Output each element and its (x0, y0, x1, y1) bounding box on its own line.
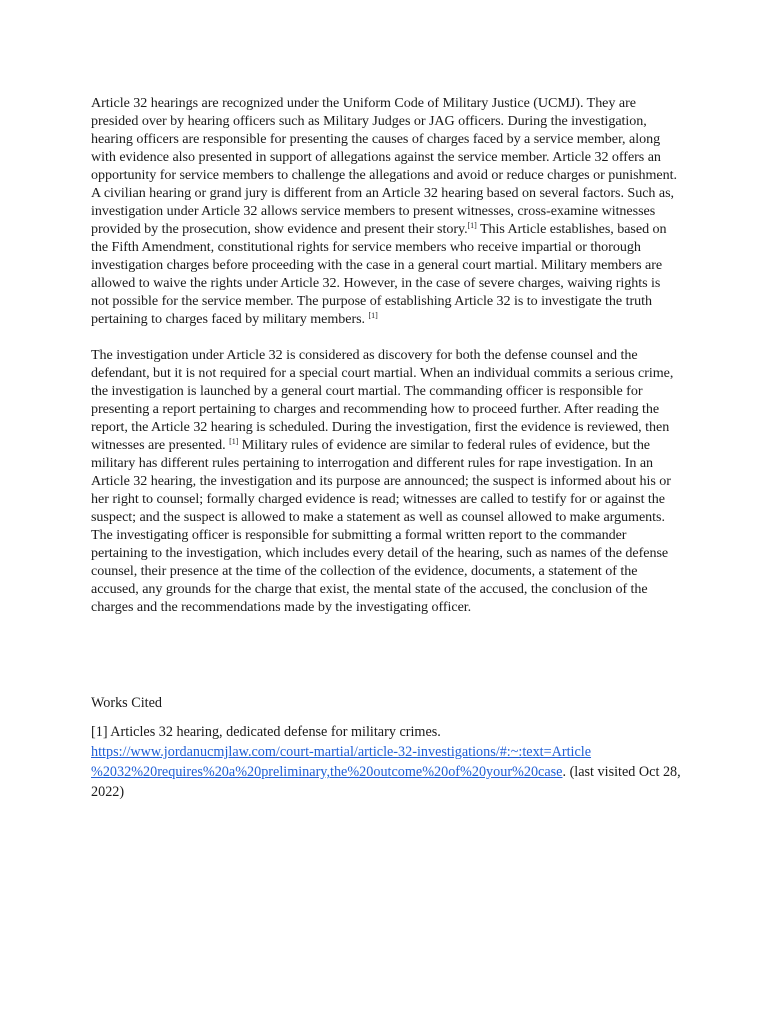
paragraph-text: Article 32 hearings are recognized under the Uniform Code of Military Justice (UCMJ). They are presided over by hearing officers such as Military Judges or JAG officers. During the investigation, hearing officers are responsible for presenting the causes of charges faced by a service member, along with evidence also presented in support of allegations against the service member. Article 32 offers an opportunity for service members to challenge the allegations and avoid or reduce charges or punishment. A civilian hearing or grand jury is different from an Article 32 hearing based on several factors. Such as, investigation under Article 32 allows service members to present witnesses, cross-examine witnesses provided by the prosecution, show evidence and present their story. (91, 95, 677, 237)
citation-url-line-2[interactable]: %2032%20requires%20a%20preliminary,the%20outcome%20of%20your%20case (91, 764, 563, 780)
footnote-reference[interactable]: [1] (368, 311, 378, 320)
citation-entry (91, 722, 691, 802)
footnote-reference[interactable]: [1] (229, 437, 239, 446)
document-body (91, 94, 681, 616)
paragraph-investigation-process (91, 346, 681, 616)
paragraph-text: This Article establishes, based on the Fifth Amendment, constitutional rights for service members who receive impartial or thorough investigation charges before proceeding with the case in a general court martial. Military members are allowed to waive the rights under Article 32. However, in the case of severe charges, waiving rights is not possible for the service member. The purpose of establishing Article 32 is to investigate the truth pertaining to charges faced by military members. (91, 221, 667, 327)
paragraph-article-32-overview (91, 94, 681, 328)
citation-url-line-1[interactable]: https://www.jordanucmjlaw.com/court-martial/article-32-investigations/#:~:text=Article (91, 744, 592, 760)
works-cited-heading: Works Cited (91, 695, 162, 711)
paragraph-text: The investigation under Article 32 is considered as discovery for both the defense counsel and the defendant, but it is not required for a special court martial. When an individual commits a serious crime, the investigation is launched by a general court martial. The commanding officer is responsible for presenting a report pertaining to charges and recommending how to proceed further. After reading the report, the Article 32 hearing is scheduled. During the investigation, first the evidence is reviewed, then witnesses are presented. (91, 347, 674, 453)
citation-visited-date: . (last visited Oct 28, 2022) (91, 764, 681, 800)
paragraph-text: Military rules of evidence are similar to federal rules of evidence, but the military has different rules pertaining to interrogation and different rules for rape investigation. In an Article 32 hearing, the investigation and its purpose are announced; the suspect is informed about his or her right to counsel; formally charged evidence is read; witnesses are called to testify for or against the suspect; and the suspect is allowed to make a statement as well as counsel allowed to make arguments. The investigating officer is responsible for submitting a formal written report to the commander pertaining to the investigation, which includes every detail of the hearing, such as names of the defense counsel, their presence at the time of the collection of the evidence, documents, a statement of the accused, any grounds for the charge that exist, the mental state of the accused, the conclusion of the charges and the recommendations made by the investigating officer. (91, 437, 671, 615)
citation-label: [1] Articles 32 hearing, dedicated defense for military crimes. (91, 724, 441, 740)
works-cited-section (91, 694, 691, 802)
footnote-reference[interactable]: [1] (467, 221, 477, 230)
citation-url-link[interactable] (91, 744, 591, 780)
